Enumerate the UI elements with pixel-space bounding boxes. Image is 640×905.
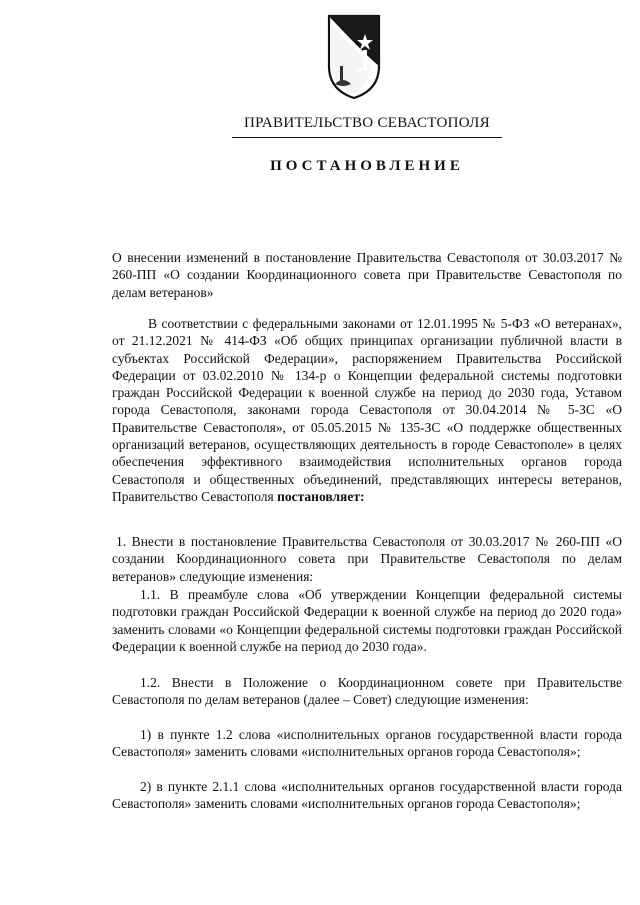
preamble-text: В соответствии с федеральными законами от 12.01.1995 № 5-ФЗ «О ветеранах», от 21.12.2021 № 414-ФЗ «Об общих принципах организации публичной власти в субъектах Российской Федерации», распоряжением Правительства Российской Федерации от 03.02.2010 № 134-р о Концепции федеральной системы подготовки граждан Российской Федерации к военной службе на период до 2030 года, Уставом города Севастополя, законами города Севастополя от 30.04.2014 № 5-ЗС «О Правительстве Севастополя», от 05.05.2015 № 135-ЗС «О поддержке общественных организаций ветеранов, осуществляющих деятельность в городе Севастополе» в целях обеспечения эффективного взаимодействия исполнительных органов города Севастополя и общественных объединений, представляющих интересы ветеранов, Правительство Севастополя: [112, 316, 622, 504]
preamble-decree-word: постановляет:: [277, 488, 365, 504]
document-type-title: ПОСТАНОВЛЕНИЕ: [270, 158, 464, 174]
subitem-2: 2) в пункте 2.1.1 слова «исполнительных органов государственной власти города Севастополя» заменить словами «исполнительных органов города Севастополя»;: [112, 779, 622, 812]
header-divider: [232, 137, 502, 138]
item-1-2: 1.2. Внести в Положение о Координационном совете при Правительстве Севастополя по делам ветеранов (далее – Совет) следующие изменения:: [112, 675, 622, 708]
subitem-1: 1) в пункте 1.2 слова «исполнительных органов государственной власти города Севастополя» заменить словами «исполнительных органов города Севастополя»;: [112, 727, 622, 760]
preamble-paragraph: [112, 315, 622, 505]
item-1-1: 1.1. В преамбуле слова «Об утверждении Концепции федеральной системы подготовки граждан Российской Федерации к военной службе на период до 2020 года» заменить словами «о Концепции федеральной системы подготовки граждан Российской Федерации к военной службе на период до 2030 года».: [112, 587, 622, 654]
document-subject: О внесении изменений в постановление Правительства Севастополя от 30.03.2017 № 260-ПП «О создании Координационного совета при Правительстве Севастополя по делам ветеранов»: [112, 250, 622, 300]
item-1: 1. Внести в постановление Правительства Севастополя от 30.03.2017 № 260-ПП «О создании Координационного совета при Правительстве Севастополя по делам ветеранов» следующие изменения:: [112, 534, 622, 584]
organization-name: ПРАВИТЕЛЬСТВО СЕВАСТОПОЛЯ: [244, 115, 490, 131]
sevastopol-coat-of-arms-icon: [327, 14, 381, 100]
